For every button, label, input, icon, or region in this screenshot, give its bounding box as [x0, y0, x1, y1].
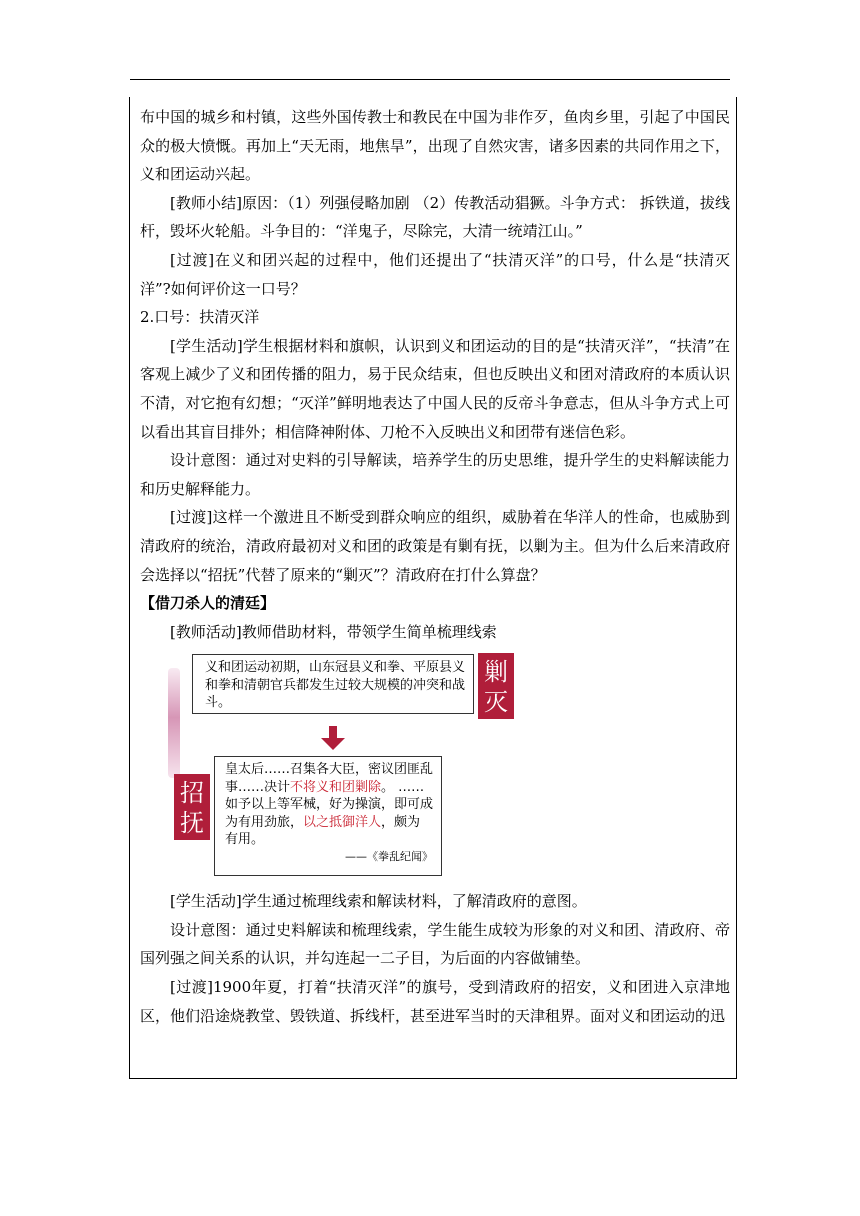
transition-policy: [过渡]这样一个激进且不断受到群众响应的组织，威胁着在华洋人的性命，也威胁到清政府的统治，清政府最初对义和团的政策是有剿有抚，以剿为主。但为什么后来清政府会选择以“招抚”代替了原来的“剿灭”？清政府在打什么算盘？: [140, 508, 730, 584]
section-heading-qing-court: 【借刀杀人的清廷】: [140, 594, 276, 613]
teacher-activity: [教师活动]教师借助材料，带领学生简单梳理线索: [170, 622, 497, 641]
quote-text-2: 。 ……如予以上等军械，好为操演，即可成为有用劲旅，: [225, 779, 434, 830]
pacification-quote-box: [214, 756, 442, 876]
design-intent-1: 设计意图：通过对史料的引导解读，培养学生的历史思维，提升学生的史料解读能力和历史解释能力。: [140, 451, 730, 498]
student-activity-clue: [学生活动]学生通过梳理线索和解读材料，了解清政府的意图。: [170, 892, 587, 911]
down-arrow-icon: [329, 726, 337, 738]
quote-highlight-2: 以之抵御洋人: [303, 814, 382, 830]
header-rule: [130, 79, 730, 80]
quote-text-3: ，颇为有用。: [225, 814, 421, 848]
cell-content: [140, 103, 730, 1030]
paragraph-continuation: 布中国的城乡和村镇，这些外国传教士和教民在中国为非作歹，鱼肉乡里，引起了中国民众的极大愤慨。再加上“天无雨，地焦旱”，出现了自然灾害，诸多因素的共同作用之下，义和团运动兴起。: [140, 108, 730, 184]
clue-diagram-figure: [170, 650, 530, 885]
quote-highlight-1: 不将义和团剿除: [290, 779, 382, 795]
quote-text-1: 皇太后……召集各大臣，密议团匪乱事……决计: [225, 762, 434, 795]
suppression-tag: 剿灭: [478, 653, 514, 719]
down-arrow-head-icon: [321, 738, 345, 750]
section-heading-slogan: 2.口号：扶清灭洋: [140, 308, 260, 327]
quote-source: ——《拳乱纪闻》: [345, 849, 433, 863]
transition-1900: [过渡]1900年夏，打着“扶清灭洋”的旗号，受到清政府的招安，义和团进入京津地区，他们沿途烧教堂、毁铁道、拆线杆，甚至进军当时的天津租界。面对义和团运动的迅: [140, 978, 730, 1025]
design-intent-2: 设计意图：通过史料解读和梳理线索，学生能生成较为形象的对义和团、清政府、帝国列强之间关系的认识，并勾连起一二子目，为后面的内容做铺垫。: [140, 920, 730, 968]
teacher-summary: [教师小结]原因：（1）列强侵略加剧 （2）传教活动猖獗。斗争方式： 拆铁道，拔线杆，毁坏火轮船。斗争目的：“洋鬼子，尽除完，大清一统靖江山。”: [140, 193, 730, 241]
content-table-cell: [129, 97, 737, 1079]
decorative-flower-strip: [168, 668, 180, 778]
transition-slogan: [过渡]在义和团兴起的过程中，他们还提出了“扶清灭洋”的口号，什么是“扶清灭洋”?如何评价这一口号？: [140, 250, 730, 298]
suppression-text-box: 义和团运动初期，山东冠县义和拳、平原县义和拳和清朝官兵都发生过较大规模的冲突和战斗。: [192, 654, 474, 714]
student-activity-slogan: [学生活动]学生根据材料和旗帜，认识到义和团运动的目的是“扶清灭洋”，“扶清”在客观上减少了义和团传播的阻力，易于民众结束，但也反映出义和团对清政府的本质认识不清，对它抱有幻想；“灭洋”鲜明地表达了中国人民的反帝斗争意志，但从斗争方式上可以看出其盲目排外；相信降神附体、刀枪不入反映出义和团带有迷信色彩。: [140, 336, 730, 441]
pacification-tag: 招抚: [174, 774, 210, 840]
